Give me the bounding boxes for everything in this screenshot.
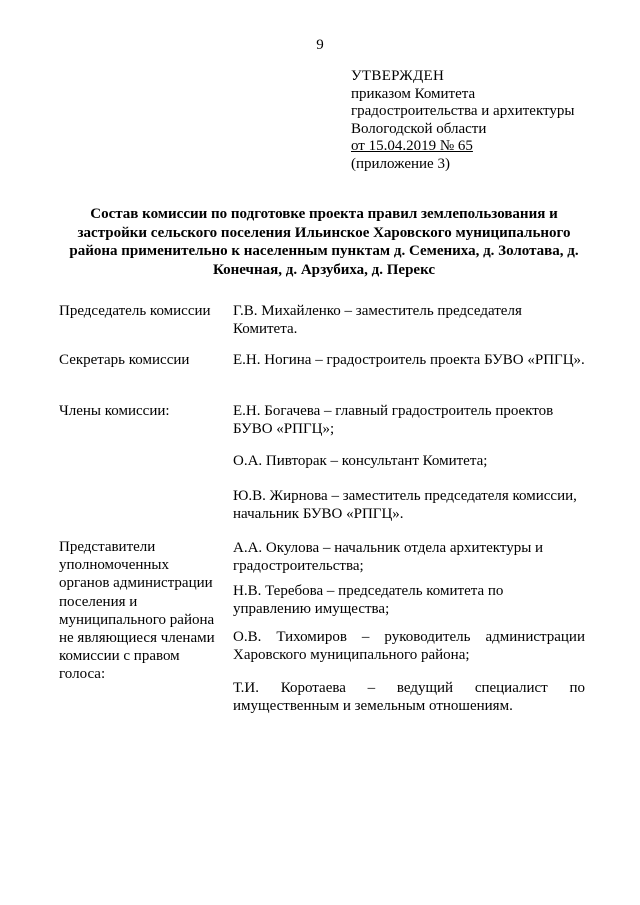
member-item: Ю.В. Жирнова – заместитель председателя комиссии, начальник БУВО «РПГЦ».	[233, 488, 577, 522]
role-secretary: Секретарь комиссии	[59, 352, 190, 368]
approval-line: приказом Комитета	[351, 85, 476, 102]
member-secretary: Е.Н. Ногина – градостроитель проекта БУВО «РПГЦ».	[233, 352, 585, 368]
approval-appendix: (приложение 3)	[351, 155, 450, 172]
representative-line: О.В. Тихомиров – руководитель администрации	[233, 629, 585, 645]
role-members: Члены комиссии:	[59, 403, 170, 419]
representative-item	[233, 629, 585, 664]
member-item: Е.Н. Богачева – главный градостроитель проектов БУВО «РПГЦ»;	[233, 403, 554, 437]
representative-item: А.А. Окулова – начальник отдела архитектуры и градостроительства;	[233, 540, 544, 574]
document-title: Состав комиссии по подготовке проекта правил землепользования и застройки сельского поселения Ильинское Харовского муниципального района применительно к населенным пунктам д. Семениха, д. Золотава, д. Конечная, д. Арзубиха, д. Перекс	[69, 206, 579, 278]
representative-item: Н.В. Теребова – председатель комитета по управлению имущества;	[233, 583, 504, 617]
role-representatives: Представители уполномоченных органов администрации поселения и муниципального района не являющиеся членами комиссии с правом голоса:	[59, 539, 215, 683]
representative-item	[233, 680, 585, 715]
member-chairman: Г.В. Михайленко – заместитель председателя Комитета.	[233, 303, 522, 337]
approval-line: Вологодской области	[351, 120, 487, 137]
role-chairman: Председатель комиссии	[59, 303, 211, 319]
approval-line: градостроительства и архитектуры	[351, 103, 575, 120]
approval-stamp	[351, 68, 574, 174]
member-item: О.А. Пивторак – консультант Комитета;	[233, 453, 488, 469]
approval-date: от 15.04.2019 № 65	[351, 138, 473, 155]
approval-heading: УТВЕРЖДЕН	[351, 68, 445, 84]
representative-line: Харовского муниципального района;	[233, 646, 470, 663]
representative-line: имущественным и земельным отношениям.	[233, 697, 513, 714]
page-number: 9	[316, 37, 324, 53]
representative-line: Т.И. Коротаева – ведущий специалист по	[233, 680, 585, 696]
